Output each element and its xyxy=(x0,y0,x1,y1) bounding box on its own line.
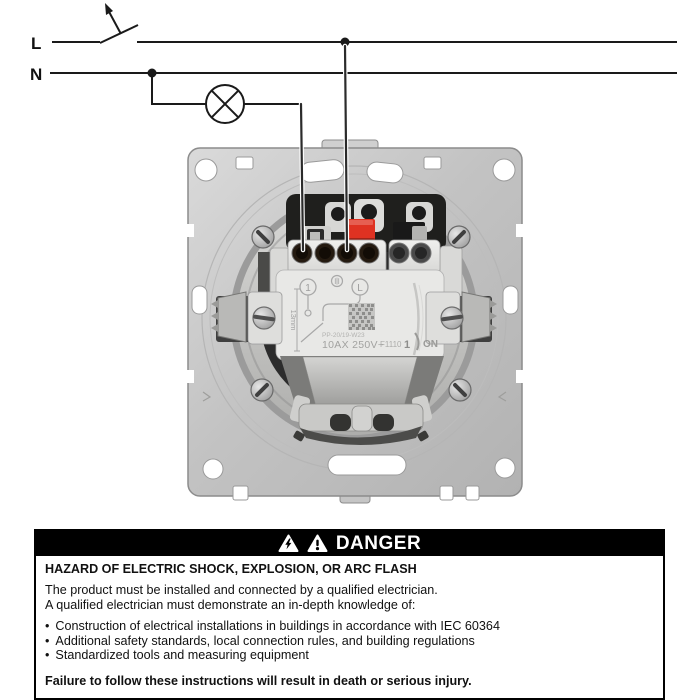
danger-paragraph xyxy=(45,583,654,612)
bullet-item xyxy=(45,648,654,663)
fixing-claw-right xyxy=(426,292,497,344)
print-ref-label: PP-20/19-W23 xyxy=(322,332,365,339)
terminal-mark-1: 1 xyxy=(305,283,311,294)
danger-header-bar xyxy=(36,531,663,556)
neutral-label: N xyxy=(30,65,43,84)
danger-bullet-list xyxy=(45,619,654,663)
position-on-label: ON xyxy=(423,339,438,350)
live-label: L xyxy=(31,34,42,53)
hazard-heading: HAZARD OF ELECTRIC SHOCK, EXPLOSION, OR ARC FLASH xyxy=(45,562,417,576)
terminal-mark-l: L xyxy=(357,283,363,294)
bullet-text: Standardized tools and measuring equipment xyxy=(55,648,309,663)
type-ref-label: F1110 xyxy=(380,340,402,349)
warning-flash-icon xyxy=(278,534,299,553)
danger-footer: Failure to follow these instructions will result in death or serious injury. xyxy=(45,673,472,688)
danger-title: DANGER xyxy=(335,532,422,554)
switch-blade xyxy=(100,25,138,43)
bullet-item xyxy=(45,634,654,649)
lamp-icon xyxy=(206,85,244,123)
paragraph-line: The product must be installed and connected by a qualified electrician. xyxy=(45,583,438,597)
schematic-circuit xyxy=(50,3,677,123)
position-number: 1 xyxy=(403,339,411,351)
bullet-glyph: • xyxy=(45,648,50,663)
bullet-text: Additional safety standards, local connection rules, and building regulations xyxy=(55,633,475,648)
fixing-claw-left xyxy=(211,292,282,344)
paragraph-line: A qualified electrician must demonstrate an in-depth knowledge of: xyxy=(45,597,416,612)
qr-code xyxy=(348,303,375,330)
warning-exclamation-icon xyxy=(307,534,328,553)
bullet-item xyxy=(45,619,654,634)
neutral-branch xyxy=(152,73,206,104)
bullet-glyph: • xyxy=(45,633,50,648)
switch-arrow-icon xyxy=(105,3,121,34)
bullet-glyph: • xyxy=(45,619,50,634)
danger-notice xyxy=(34,529,665,700)
switch-mechanism-photo xyxy=(183,140,527,503)
bullet-text: Construction of electrical installations in buildings in accordance with IEC 60364 xyxy=(55,619,500,634)
strip-gauge-label: 13mm xyxy=(289,309,298,331)
junction-dot-neutral xyxy=(148,69,157,78)
rating-label: 10AX 250V~ xyxy=(322,339,385,351)
danger-body xyxy=(36,556,663,698)
